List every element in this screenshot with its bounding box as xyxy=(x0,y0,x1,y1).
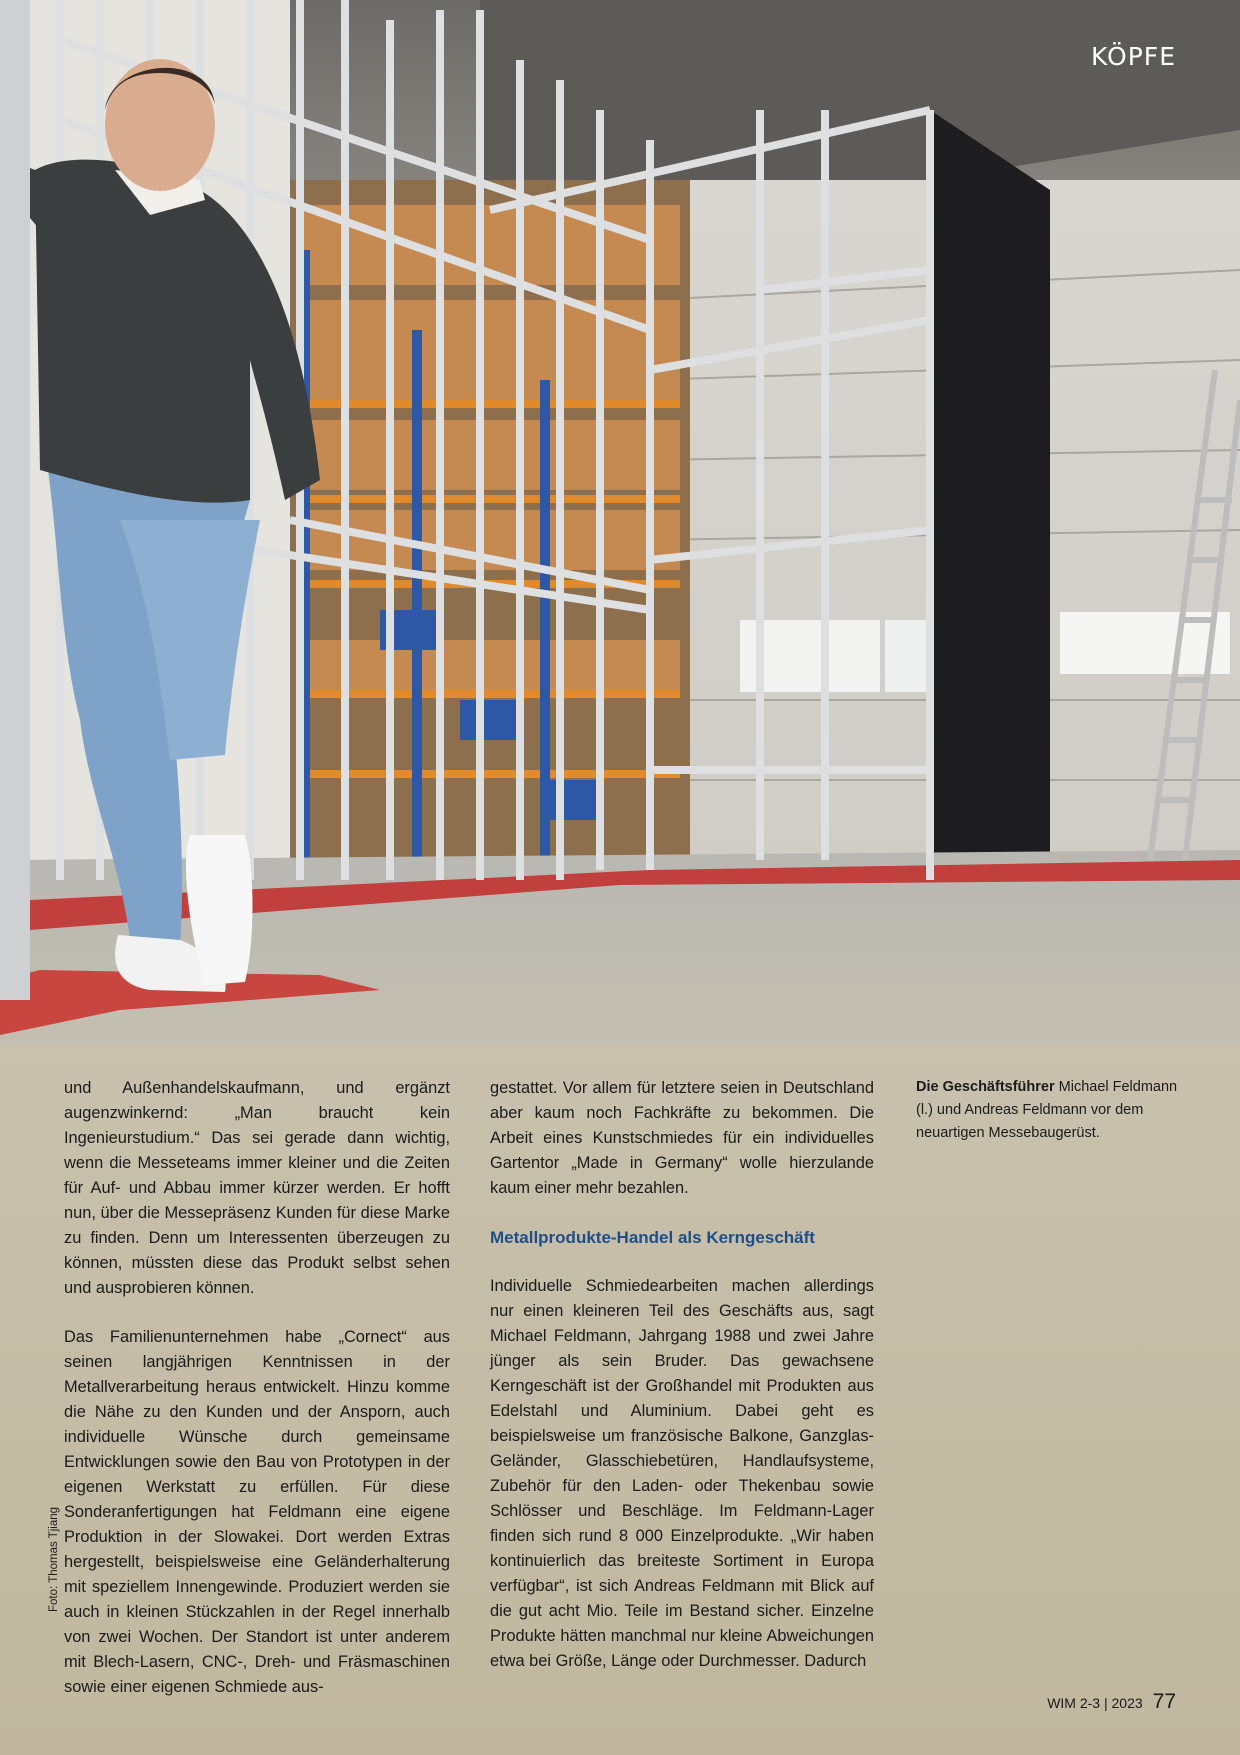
section-label: KÖPFE xyxy=(1091,42,1176,71)
paragraph: und Außenhandelskaufmann, und ergänzt augenzwinkernd: „Man braucht kein Ingenieurstudium.“ Das sei gerade dann wichtig, wenn die Messeteams immer kleiner und die Zeiten für Auf- und Abbau immer kürzer werden. Er hofft nun, über die Messepräsenz Kunden für diese Marke zu finden. Denn um Interessenten überzeugen zu können, müssten diese das Produkt selbst sehen und ausprobieren können. xyxy=(64,1079,450,1297)
caption-lead: Die Geschäftsführer xyxy=(916,1079,1055,1095)
issue-label: WIM 2-3 | 2023 xyxy=(1047,1695,1143,1711)
article-column-2 xyxy=(490,1076,874,1698)
page-number: 77 xyxy=(1152,1690,1176,1713)
paragraph: Das Familienunternehmen habe „Cornect“ aus seinen langjährigen Kenntnissen in der Metallverarbeitung heraus entwickelt. Hinzu komme die Nähe zu den Kunden und der Ansporn, auch individuelle Wünsche durch gemeinsame Entwicklungen sowie den Bau von Prototypen in der eigenen Werkstatt zu erfüllen. Für diese Sonderanfertigungen hat Feldmann eine eigene Produktion in der Slowakei. Dort werden Extras hergestellt, beispielsweise eine Geländerhalterung mit speziellem Innengewinde. Produziert werden sie auch in kleinen Stückzahlen in der Regel innerhalb von zwei Wochen. Der Standort ist unter anderem mit Blech-Lasern, CNC-, Dreh- und Fräsmaschinen sowie einer eigenen Schmiede aus- xyxy=(64,1328,450,1696)
page-footer xyxy=(1047,1690,1176,1714)
paragraph: gestattet. Vor allem für letztere seien in Deutschland aber kaum noch Fachkräfte zu bekommen. Die Arbeit eines Kunstschmiedes für ein individuelles Gartentor „Made in Germany“ wolle hierzulande kaum einer mehr bezahlen. xyxy=(490,1079,874,1197)
article-column-1 xyxy=(64,1076,450,1724)
photo-caption xyxy=(916,1076,1186,1145)
subheading: Metallprodukte-Handel als Kerngeschäft xyxy=(490,1228,815,1247)
caption-text: Michael Feldmann (l.) und Andreas Feldmann vor dem neuartigen Messebaugerüst. xyxy=(916,1079,1178,1141)
photo-credit: Foto: Thomas Tjiang xyxy=(48,1506,60,1612)
paragraph: Individuelle Schmiedearbeiten machen allerdings nur einen kleineren Teil des Geschäfts aus, sagt Michael Feldmann, Jahrgang 1988 und zwei Jahre jünger als sein Bruder. Das gewachsene Kerngeschäft ist der Großhandel mit Produkten aus Edelstahl und Aluminium. Dabei geht es beispielsweise um französische Balkone, Ganzglas-Geländer, Glasschiebetüren, Handlaufsysteme, Zubehör für den Laden- oder Thekenbau sowie Schlösser und Beschläge. Im Feldmann-Lager finden sich rund 8 000 Einzelprodukte. „Wir haben kontinuierlich das breiteste Sortiment in Europa verfügbar“, ist sich Andreas Feldmann mit Blick auf die gut acht Mio. Teile im Bestand sicher. Einzelne Produkte hätten manchmal nur kleine Abweichungen etwa bei Größe, Länge oder Durchmesser. Dadurch xyxy=(490,1277,874,1670)
